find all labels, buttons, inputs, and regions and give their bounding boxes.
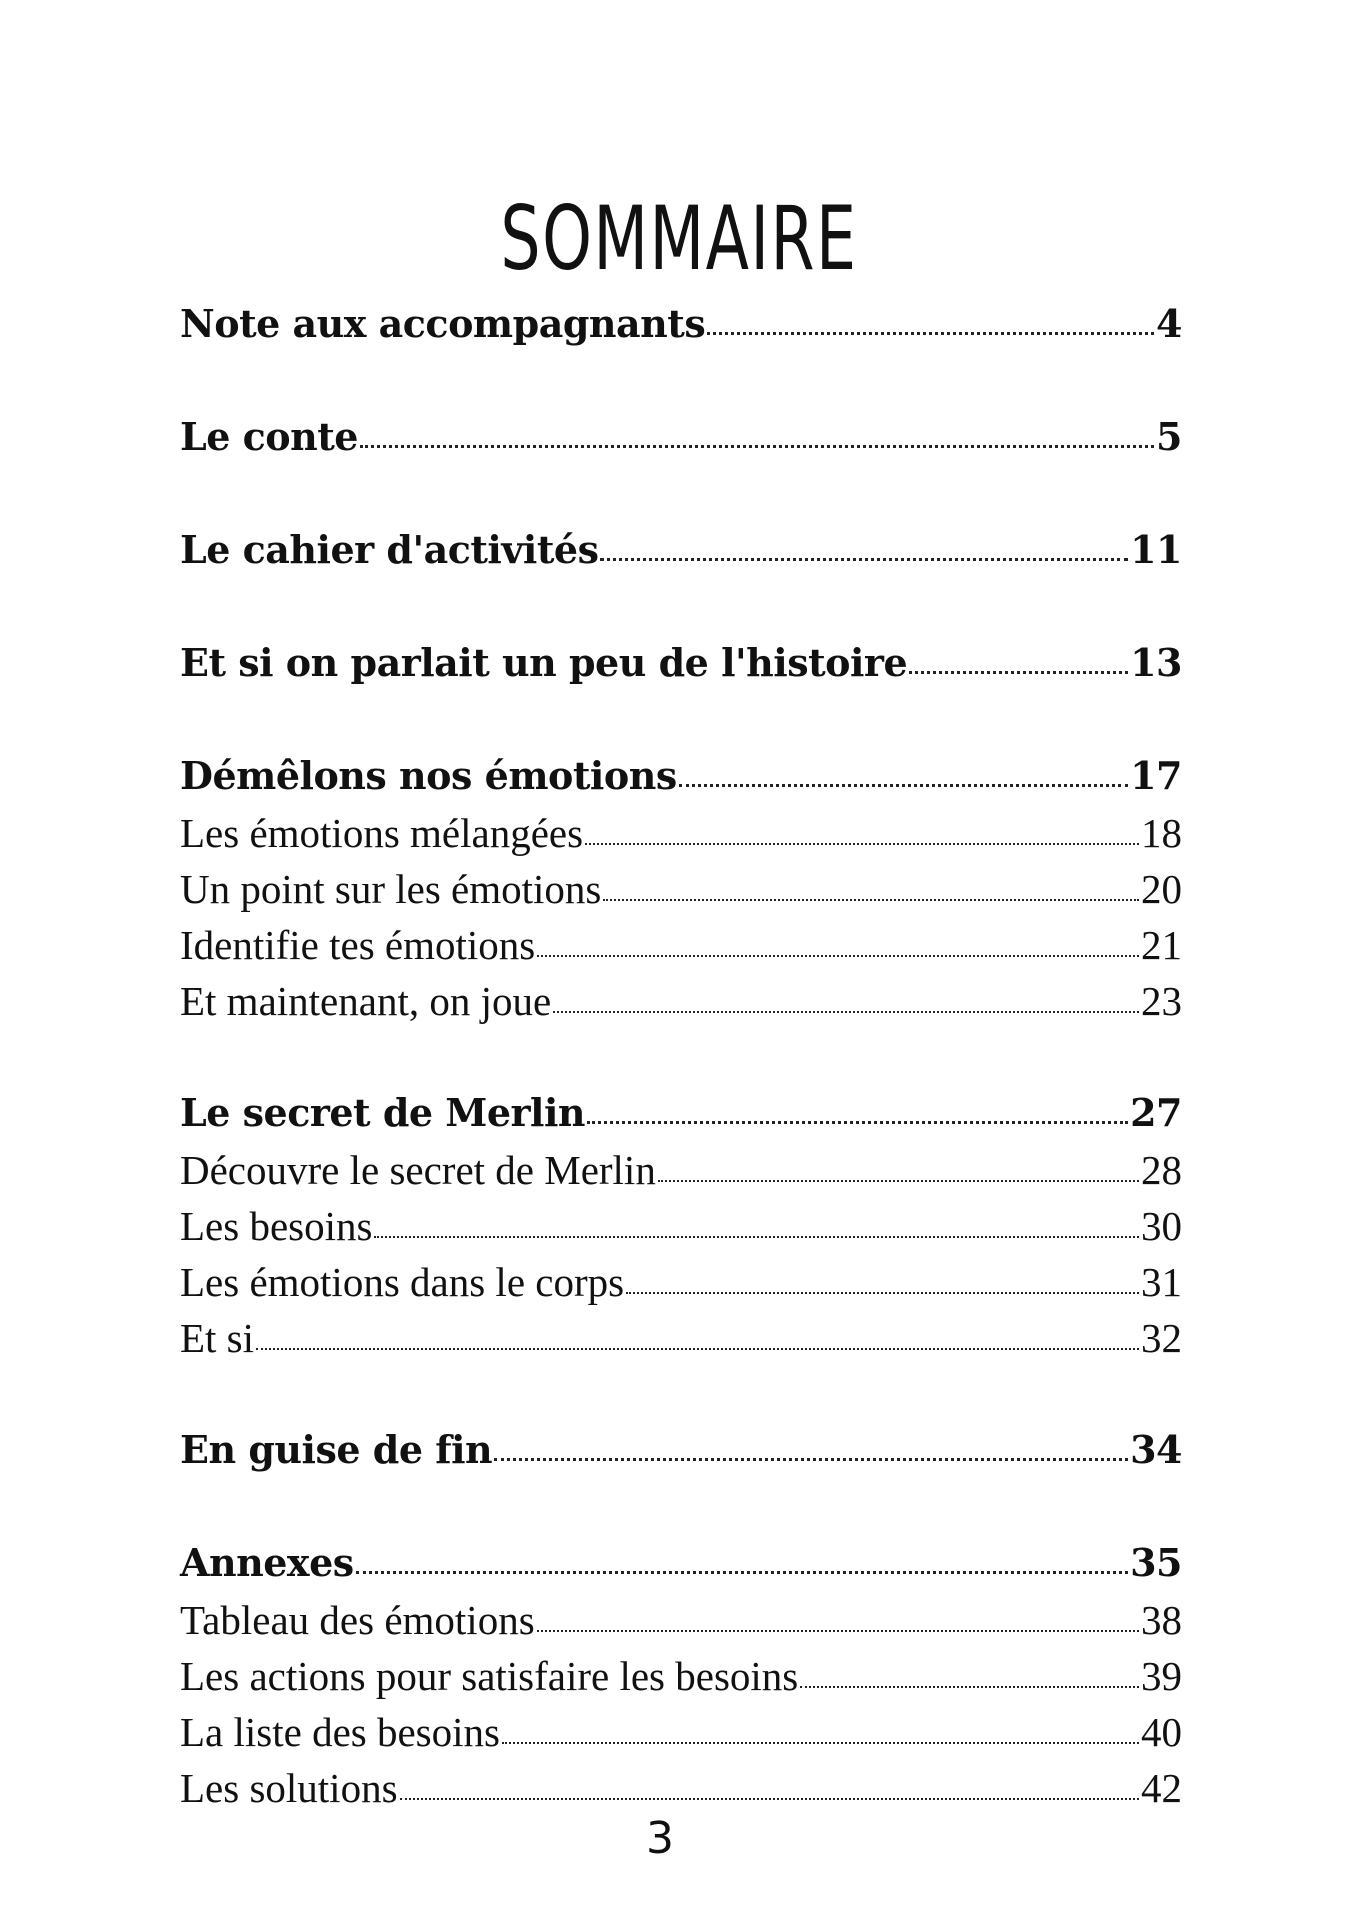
toc-subentry[interactable] — [180, 1315, 1182, 1361]
dot-leader — [494, 1458, 1128, 1461]
toc-entry-label: Et si on parlait un peu de l'histoire — [180, 640, 908, 685]
toc-subentry[interactable] — [180, 810, 1182, 856]
toc-entry-label: Note aux accompagnants — [180, 301, 706, 346]
toc-entry-page: 32 — [1141, 1315, 1182, 1361]
dot-leader — [553, 1011, 1139, 1013]
toc-subentry[interactable] — [180, 978, 1182, 1024]
toc-entry-page: 11 — [1130, 527, 1182, 572]
toc-subentry[interactable] — [180, 1203, 1182, 1249]
toc-subentry[interactable] — [180, 1765, 1182, 1811]
toc-subentry[interactable] — [180, 866, 1182, 912]
dot-leader — [707, 332, 1154, 335]
toc-subentry[interactable] — [180, 1709, 1182, 1755]
toc-entry-page: 30 — [1141, 1203, 1182, 1249]
toc-entry[interactable] — [180, 1427, 1182, 1472]
toc-entry[interactable] — [180, 640, 1182, 685]
dot-leader — [537, 1630, 1139, 1632]
toc-entry-label: Les émotions dans le corps — [180, 1259, 625, 1305]
toc-entry-page: 18 — [1141, 810, 1182, 856]
toc-entry-label: Identifie tes émotions — [180, 922, 536, 968]
toc-entry-page: 21 — [1141, 922, 1182, 968]
toc-entry[interactable] — [180, 527, 1182, 572]
toc-entry-label: Et maintenant, on joue — [180, 978, 552, 1024]
toc-subentry[interactable] — [180, 1147, 1182, 1193]
dot-leader — [800, 1686, 1139, 1688]
toc-entry-label: Un point sur les émotions — [180, 866, 602, 912]
toc-entry-label: Tableau des émotions — [180, 1597, 535, 1643]
toc-subentry[interactable] — [180, 922, 1182, 968]
toc-entry[interactable] — [180, 1540, 1182, 1585]
toc-entry-page: 5 — [1156, 414, 1182, 459]
dot-leader — [360, 445, 1154, 448]
toc-entry-label: Les besoins — [180, 1203, 373, 1249]
dot-leader — [356, 1571, 1128, 1574]
toc-entry-page: 42 — [1141, 1765, 1182, 1811]
dot-leader — [658, 1180, 1139, 1182]
page-number: 3 — [646, 1813, 674, 1864]
toc-entry-page: 27 — [1130, 1090, 1182, 1135]
toc-entry[interactable] — [180, 414, 1182, 459]
toc-entry-page: 31 — [1141, 1259, 1182, 1305]
toc-entry-label: Le secret de Merlin — [180, 1090, 586, 1135]
toc-entry-label: Démêlons nos émotions — [180, 753, 677, 798]
dot-leader — [374, 1236, 1139, 1238]
page-title: SOMMAIRE — [500, 186, 858, 290]
dot-leader — [537, 955, 1139, 957]
toc-entry-page: 4 — [1156, 301, 1182, 346]
toc-entry-label: Le conte — [180, 414, 358, 459]
dot-leader — [600, 558, 1128, 561]
toc-entry-label: La liste des besoins — [180, 1709, 500, 1755]
dot-leader — [587, 1121, 1128, 1124]
dot-leader — [909, 671, 1128, 674]
toc-entry-label: Annexes — [180, 1540, 354, 1585]
dot-leader — [502, 1742, 1139, 1744]
toc-entry-page: 23 — [1141, 978, 1182, 1024]
toc-entry-page: 34 — [1130, 1427, 1182, 1472]
toc-subentry[interactable] — [180, 1259, 1182, 1305]
toc-entry-label: Les émotions mélangées — [180, 810, 584, 856]
dot-leader — [603, 899, 1139, 901]
dot-leader — [585, 843, 1139, 845]
toc-entry-label: Les solutions — [180, 1765, 398, 1811]
toc-subentry[interactable] — [180, 1653, 1182, 1699]
toc-entry-page: 13 — [1130, 640, 1182, 685]
toc-entry-page: 39 — [1141, 1653, 1182, 1699]
toc-entry-page: 20 — [1141, 866, 1182, 912]
toc-entry-label: Le cahier d'activités — [180, 527, 599, 572]
toc-entry-page: 35 — [1130, 1540, 1182, 1585]
toc-entry-label: Les actions pour satisfaire les besoins — [180, 1653, 799, 1699]
toc-entry[interactable] — [180, 1090, 1182, 1135]
toc-subentry[interactable] — [180, 1597, 1182, 1643]
toc-entry-page: 28 — [1141, 1147, 1182, 1193]
toc-entry-label: Et si — [180, 1315, 255, 1361]
dot-leader — [679, 784, 1128, 787]
dot-leader — [256, 1348, 1139, 1350]
dot-leader — [400, 1798, 1139, 1800]
toc-entry-page: 38 — [1141, 1597, 1182, 1643]
toc-entry-page: 40 — [1141, 1709, 1182, 1755]
toc-entry[interactable] — [180, 301, 1182, 346]
toc-entry-page: 17 — [1130, 753, 1182, 798]
dot-leader — [626, 1292, 1139, 1294]
toc-entry[interactable] — [180, 753, 1182, 798]
toc-entry-label: Découvre le secret de Merlin — [180, 1147, 656, 1193]
toc-entry-label: En guise de fin — [180, 1427, 493, 1472]
